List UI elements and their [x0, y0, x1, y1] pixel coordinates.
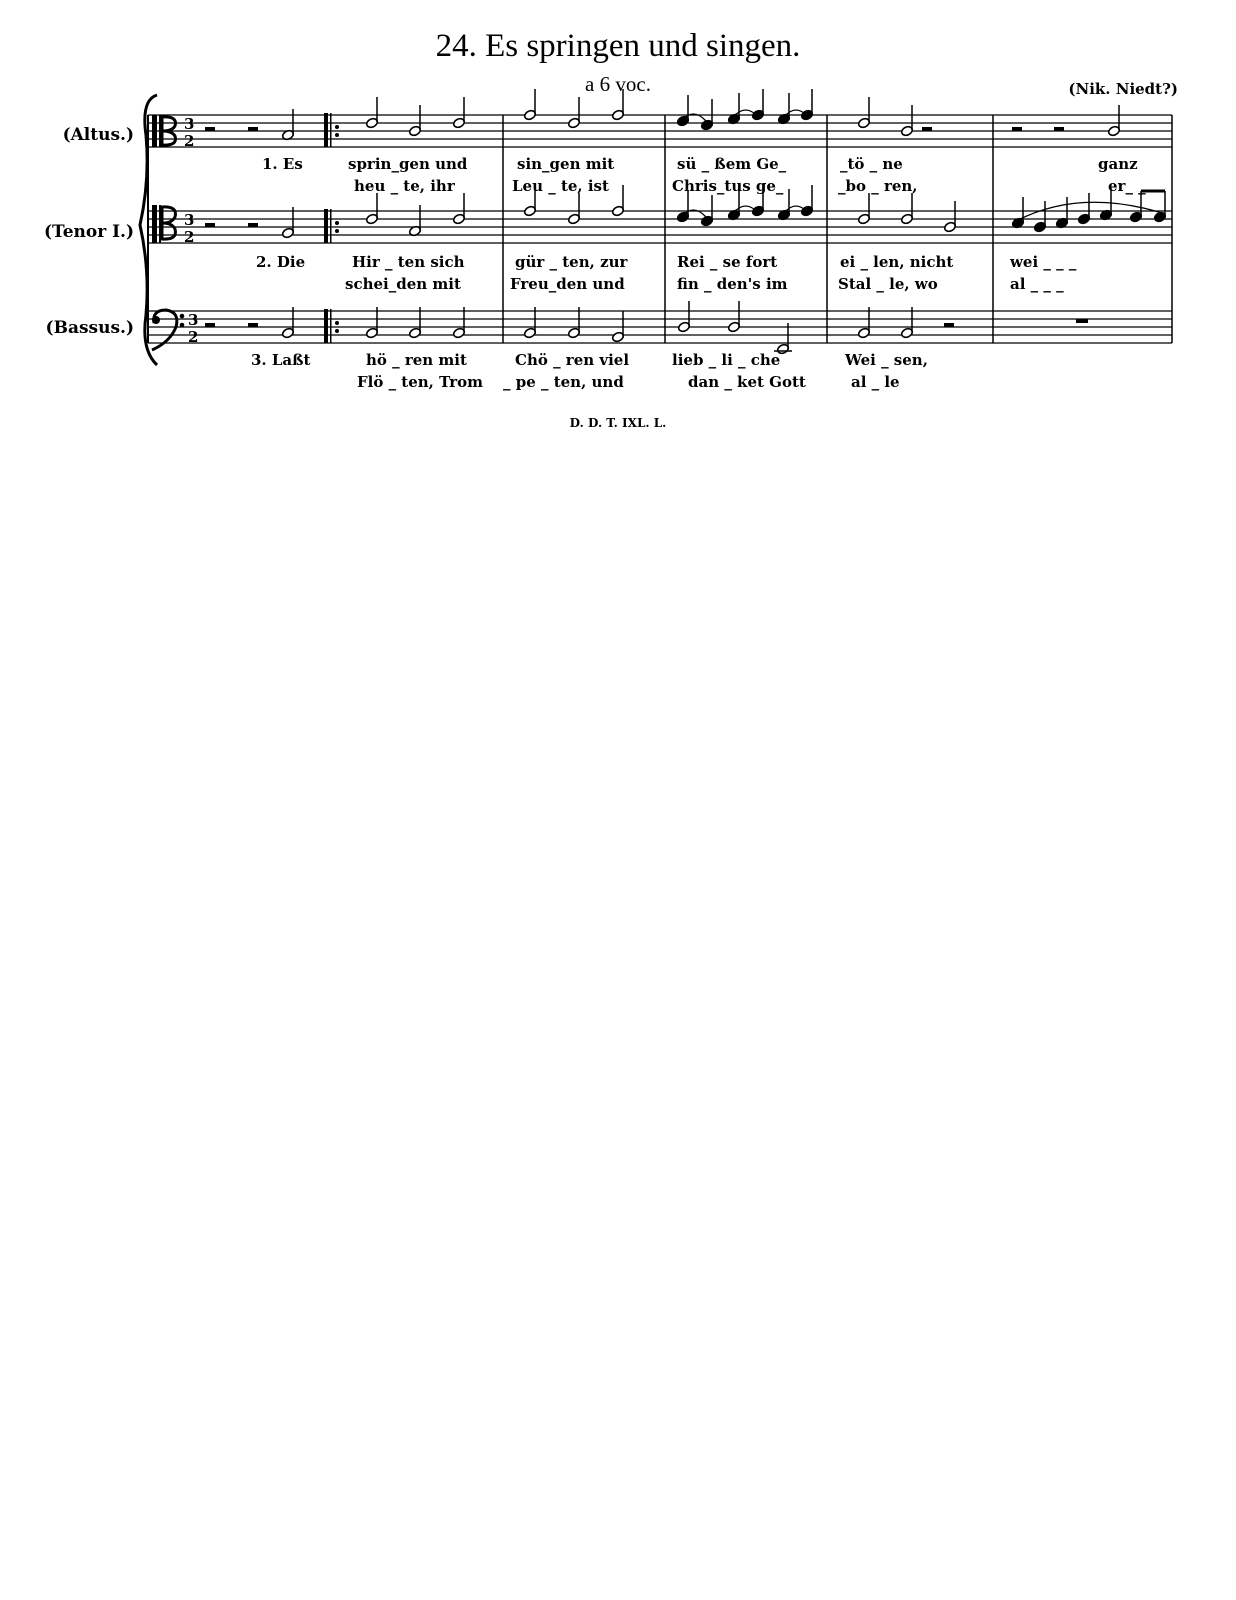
altus-lyric-line1-syllable: sprin_gen und [348, 155, 468, 173]
svg-text:2: 2 [184, 132, 195, 150]
altus-lyric-line2-syllable: Leu _ te, ist [512, 177, 609, 195]
footer-reference: D. D. T. IXL. L. [569, 416, 667, 430]
tenor-lyric-line1-syllable: Hir _ ten sich [352, 253, 465, 271]
tenor-lyric-line2-syllable: fin _ den's im [677, 275, 788, 293]
svg-text:3: 3 [184, 211, 195, 229]
bassus-lyric-line2-syllable: Flö _ ten, Trom [357, 373, 483, 391]
voice-name-tenor: (Tenor I.) [43, 222, 134, 242]
piece-title: 24. Es springen und singen. [435, 28, 801, 64]
altus-lyric-line1-syllable: ganz [1098, 155, 1138, 173]
bassus-lyric-line2-syllable: _ pe _ ten, und [503, 373, 624, 391]
altus-lyric-line1-syllable: 1. Es [262, 155, 303, 173]
altus-lyric-line2-syllable: er_ _ [1108, 177, 1146, 195]
tenor-lyric-line2-syllable: Freu_den und [510, 275, 625, 293]
tenor-lyric-line1-syllable: wei _ _ _ [1010, 253, 1077, 271]
tenor-lyric-line2-syllable: al _ _ _ [1010, 275, 1064, 293]
bassus-lyric-line1-syllable: Wei _ sen, [845, 351, 928, 369]
altus-lyric-line1-syllable: _tö _ ne [840, 155, 903, 173]
bassus-clef [152, 310, 184, 350]
tenor-lyric-line2-syllable: schei_den mit [345, 275, 461, 293]
altus-lyric-line1-syllable: sin_gen mit [517, 155, 615, 173]
bassus-lyric-line1-syllable: 3. Laßt [251, 351, 311, 369]
svg-text:2: 2 [184, 228, 195, 246]
altus-lyric-line2-syllable: heu _ te, ihr [354, 177, 455, 195]
bassus-lyric-line2-syllable: al _ le [851, 373, 900, 391]
svg-text:3: 3 [188, 311, 199, 329]
tenor-lyric-line1-syllable: gür _ ten, zur [515, 253, 628, 271]
altus-lyric-line2-syllable: _bo _ ren, [838, 177, 918, 195]
tenor-lyric-line1-syllable: 2. Die [256, 253, 306, 271]
bassus-lyric-line1-syllable: hö _ ren mit [366, 351, 467, 369]
altus-lyric-line1-syllable: sü _ ßem Ge_ [677, 155, 787, 173]
svg-text:2: 2 [188, 328, 199, 346]
tenor-lyric-line2-syllable: Stal _ le, wo [838, 275, 938, 293]
tenor-lyric-line1-syllable: ei _ len, nicht [840, 253, 954, 271]
altus-lyric-line2-syllable: Chris_tus ge_ [672, 177, 784, 195]
bassus-staff [148, 311, 1172, 343]
svg-text:3: 3 [184, 115, 195, 133]
voicing-subtitle: a 6 voc. [585, 72, 651, 96]
composer-attribution: (Nik. Niedt?) [1068, 80, 1178, 98]
bassus-lyric-line1-syllable: Chö _ ren viel [515, 351, 630, 369]
bassus-lyric-line1-syllable: lieb _ li _ che [672, 351, 781, 369]
tenor-lyric-line1-syllable: Rei _ se fort [677, 253, 778, 271]
notes [281, 89, 1166, 355]
voice-name-bassus: (Bassus.) [45, 318, 134, 338]
voice-name-altus: (Altus.) [62, 125, 134, 145]
bassus-lyric-line2-syllable: dan _ ket Gott [688, 373, 806, 391]
barlines [503, 115, 1172, 343]
